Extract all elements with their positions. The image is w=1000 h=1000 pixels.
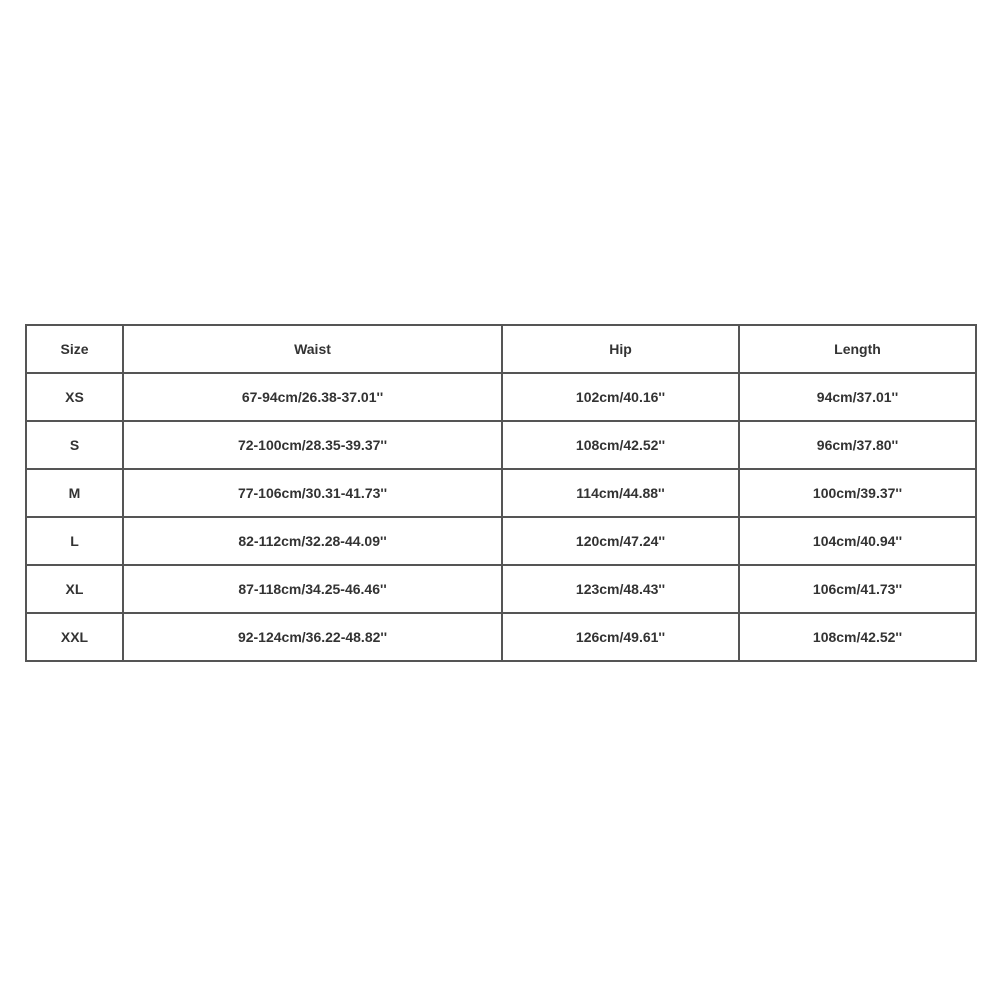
cell-hip: 114cm/44.88'' bbox=[502, 469, 739, 517]
cell-size: XXL bbox=[26, 613, 123, 661]
cell-hip: 123cm/48.43'' bbox=[502, 565, 739, 613]
header-hip: Hip bbox=[502, 325, 739, 373]
cell-hip: 102cm/40.16'' bbox=[502, 373, 739, 421]
table-row bbox=[26, 613, 976, 661]
size-chart-table bbox=[25, 324, 977, 662]
cell-length: 106cm/41.73'' bbox=[739, 565, 976, 613]
table-row bbox=[26, 517, 976, 565]
table-row bbox=[26, 373, 976, 421]
cell-size: XS bbox=[26, 373, 123, 421]
cell-length: 104cm/40.94'' bbox=[739, 517, 976, 565]
header-waist: Waist bbox=[123, 325, 502, 373]
table-row bbox=[26, 421, 976, 469]
cell-length: 100cm/39.37'' bbox=[739, 469, 976, 517]
table-row bbox=[26, 565, 976, 613]
cell-length: 94cm/37.01'' bbox=[739, 373, 976, 421]
cell-waist: 92-124cm/36.22-48.82'' bbox=[123, 613, 502, 661]
cell-waist: 72-100cm/28.35-39.37'' bbox=[123, 421, 502, 469]
cell-hip: 120cm/47.24'' bbox=[502, 517, 739, 565]
cell-size: S bbox=[26, 421, 123, 469]
cell-waist: 77-106cm/30.31-41.73'' bbox=[123, 469, 502, 517]
header-size: Size bbox=[26, 325, 123, 373]
cell-size: M bbox=[26, 469, 123, 517]
header-length: Length bbox=[739, 325, 976, 373]
cell-waist: 82-112cm/32.28-44.09'' bbox=[123, 517, 502, 565]
table-header-row bbox=[26, 325, 976, 373]
cell-length: 96cm/37.80'' bbox=[739, 421, 976, 469]
cell-length: 108cm/42.52'' bbox=[739, 613, 976, 661]
cell-size: XL bbox=[26, 565, 123, 613]
cell-hip: 126cm/49.61'' bbox=[502, 613, 739, 661]
cell-waist: 67-94cm/26.38-37.01'' bbox=[123, 373, 502, 421]
cell-size: L bbox=[26, 517, 123, 565]
table-row bbox=[26, 469, 976, 517]
cell-waist: 87-118cm/34.25-46.46'' bbox=[123, 565, 502, 613]
cell-hip: 108cm/42.52'' bbox=[502, 421, 739, 469]
